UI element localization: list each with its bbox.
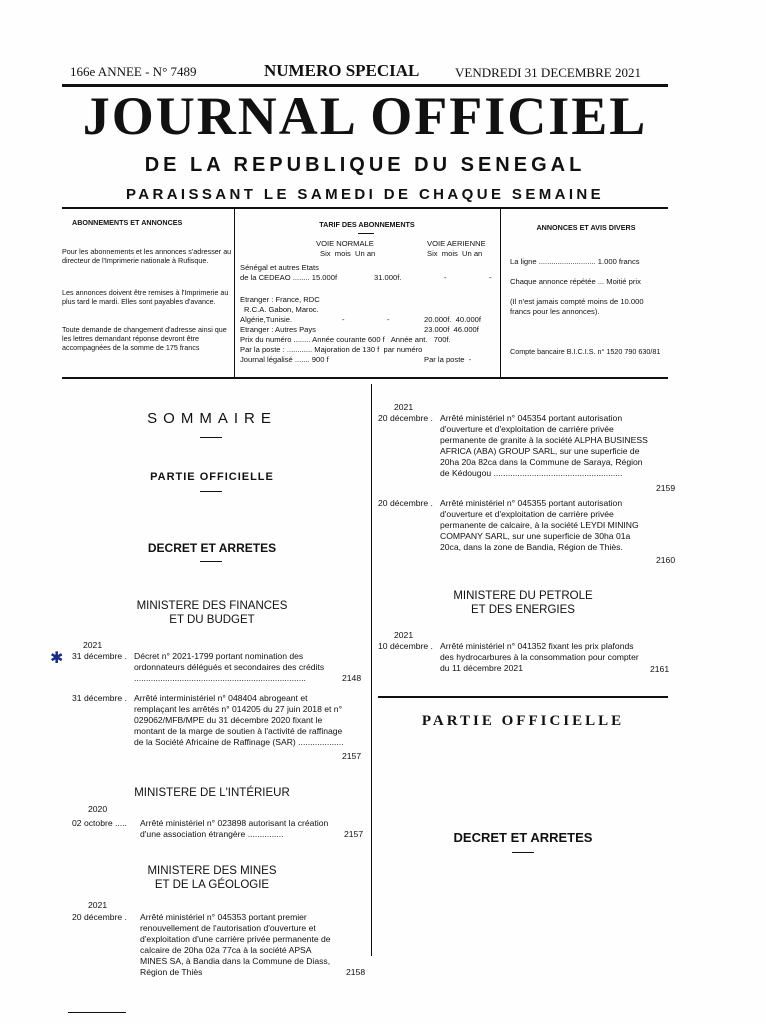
entry-arrete-045354 [378, 413, 678, 495]
decret-title-dash [512, 852, 534, 853]
entry-date: 02 octobre ..... [72, 818, 127, 828]
entry-decret-2021-1799 [72, 651, 367, 687]
tariff-algerie-air: 20.000f. 40.000f [424, 315, 482, 324]
footer-rule [68, 1012, 126, 1013]
decret-title: DECRET ET ARRETES [453, 830, 593, 845]
tariff-row-legalise: Journal légalisé ....... 900 f [240, 355, 329, 364]
entry-date: 31 décembre . [72, 651, 127, 661]
notices-heading: ANNONCES ET AVIS DIVERS [536, 223, 636, 232]
entry-page: 2148 [342, 673, 362, 683]
issue-date: VENDREDI 31 DECEMBRE 2021 [455, 65, 641, 80]
tariff-row-autres: Etranger : Autres Pays [240, 325, 316, 334]
ministry-interior: MINISTERE DE L'INTÉRIEUR [134, 787, 290, 799]
entry-text: Décret n° 2021-1799 portant nomination des ordonnateurs délégués et secondaires des crédits ........................................................................ [134, 651, 325, 683]
decret-heading: DECRET ET ARRETES [147, 541, 277, 555]
ministry-finances-line2: ET DU BUDGET [169, 614, 255, 626]
boxes-rule-bottom [62, 377, 668, 379]
sommaire-heading: SOMMAIRE [147, 410, 277, 427]
entry-page: 2157 [342, 751, 362, 761]
tariff-row-post: Par la poste : ............ Majoration de 130 f par numéro [240, 345, 423, 354]
entry-arrete-045353 [72, 912, 370, 982]
announcements-heading: ABONNEMENTS ET ANNONCES [72, 218, 183, 227]
entry-text: Arrêté ministériel n° 045354 portant autorisation d'ouverture et d'exploitation de carrière privée permanente de granite à la société ALPHA BUSINESS AFRICA (ABA) GROUP SARL, sur une superficie de 20ha 20a 82ca dans la Commune de Saraya, Région de Kédougou ...................................................... [440, 413, 648, 478]
partie-officielle-title: PARTIE OFFICIELLE [421, 713, 625, 729]
notices-repeat-price: Chaque annonce répétée ... Moitié prix [510, 277, 641, 286]
box-divider-left [234, 209, 235, 377]
entry-arrete-041352 [378, 641, 678, 677]
announcements-p3: Toute demande de changement d'adresse ainsi que les lettres demandant réponse devront être accompagnées de la somme de 175 francs [62, 325, 227, 352]
decret-dash [200, 561, 222, 562]
tariff-subcols-air: Six mois Un an [427, 249, 483, 258]
entry-page: 2160 [656, 555, 676, 565]
tariff-row-france: Etranger : France, RDC [240, 295, 320, 304]
column-divider [371, 384, 372, 956]
ministry-finances-line1: MINISTERE DES FINANCES [136, 600, 288, 612]
tariff-heading-dash [358, 233, 374, 234]
partie-dash [200, 491, 222, 492]
asterisk-mark: ✱ [50, 650, 64, 667]
bank-account: Compte bancaire B.I.C.I.S. n° 1520 790 630/81 [510, 347, 661, 356]
entry-page: 2159 [656, 483, 676, 493]
entry-date: 10 décembre . [378, 641, 433, 651]
ministry-petrole [378, 589, 668, 617]
partie-rule [378, 696, 668, 698]
entry3-year: 2020 [88, 804, 108, 814]
entry-date: 20 décembre . [378, 413, 433, 423]
tariff-col-normal: VOIE NORMALE [316, 239, 374, 248]
tariff-row-price: Prix du numéro ........ Année courante 600 f Année ant. 700f. [240, 335, 451, 344]
box-divider-right [500, 209, 501, 377]
ministry-mines [62, 864, 362, 892]
entry5-year: 2021 [394, 402, 414, 412]
announcements-p1: Pour les abonnements et les annonces s'adresser au directeur de l'Imprimerie nationale à Rufisque. [62, 247, 232, 265]
tariff-cedeao-air-year: - [489, 273, 492, 282]
tariff-heading: TARIF DES ABONNEMENTS [319, 220, 415, 229]
entry-page: 2157 [344, 829, 364, 839]
entry-text: Arrêté ministériel n° 023898 autorisant la création d'une association étrangère ............... [140, 818, 329, 839]
issue-number: 166e ANNEE - N° 7489 [70, 64, 197, 79]
entry1-year: 2021 [83, 640, 103, 650]
notices-line-price: La ligne ........................... 1.000 francs [510, 257, 640, 266]
tariff-autres-air: 23.000f 46.000f [424, 325, 479, 334]
ministry-petrole-line2: ET DES ENERGIES [471, 604, 575, 616]
tariff-row-rca: R.C.A. Gabon, Maroc. [244, 305, 319, 314]
tariff-cedeao-year: 31.000f. [374, 273, 402, 282]
republic-subtitle: DE LA REPUBLIQUE DU SENEGAL [144, 154, 586, 176]
entry-page: 2161 [650, 664, 670, 674]
entry-text: Arrêté interministériel n° 048404 abrogeant et remplaçant les arrêtés n° 014205 du 27 juin 2018 et n° 029062/MFB/MPE du 31 décembre 2020 fixant le montant de la marge de soutien à l'activité de raffinage de la Société Africaine de Raffinage (SAR) ................... [134, 693, 344, 747]
tariff-cedeao-air-six: - [444, 273, 447, 282]
entry-text: Arrêté ministériel n° 045353 portant premier renouvellement de l'autorisation d'ouverture et d'exploitation d'une carrière privée permanente de calcaire de 20ha 02a 77ca à la société APSA MINES SA, à Bandia dans la Commune de Diass, Région de Thiès [140, 912, 331, 977]
entry-date: 31 décembre . [72, 693, 127, 703]
partie-officielle-heading: PARTIE OFFICIELLE [150, 471, 274, 483]
special-issue-label: NUMERO SPECIAL [264, 61, 420, 80]
tariff-row-senegal: Sénégal et autres Etats [240, 263, 319, 272]
entry7-year: 2021 [394, 630, 414, 640]
ministry-finances [62, 599, 362, 627]
tariff-algerie-six: - [342, 315, 345, 324]
announcements-p2: Les annonces doivent être remises à l'Imprimerie au plus tard le mardi. Elles sont payables d'avance. [62, 288, 229, 306]
entry-date: 20 décembre . [72, 912, 127, 922]
notices-minimum: (Il n'est jamais compté moins de 10.000 francs pour les annonces). [510, 297, 644, 316]
entry-text: Arrêté ministériel n° 045355 portant autorisation d'ouverture et d'exploitation de carrière privée permanente de calcaire, à la société LEYDI MINING COMPANY SARL, sur une superficie de 30ha 01a 20ca, dans la zone de Bandia, Région de Thiès. [440, 498, 639, 552]
entry-arrete-045355 [378, 498, 678, 568]
journal-title: JOURNAL OFFICIEL [82, 86, 648, 146]
entry-text: Arrêté ministériel n° 041352 fixant les prix plafonds des hydrocarbures à la consommation pour compter du 11 décembre 2021 [440, 641, 639, 673]
tariff-row-algerie: Algérie,Tunisie. [240, 315, 293, 324]
entry-date: 20 décembre . [378, 498, 433, 508]
entry-arrete-048404 [72, 693, 367, 765]
tariff-algerie-year: - [387, 315, 390, 324]
tariff-col-air: VOIE AERIENNE [427, 239, 486, 248]
entry-arrete-023898 [72, 818, 367, 844]
ministry-mines-line2: ET DE LA GÉOLOGIE [154, 879, 270, 891]
sommaire-dash [200, 437, 222, 438]
entry-page: 2158 [346, 967, 366, 977]
subscription-boxes [62, 209, 668, 380]
entry4-year: 2021 [88, 900, 108, 910]
tariff-legalise-post: Par la poste - [424, 355, 472, 364]
tariff-subcols-normal: Six mois Un an [320, 249, 376, 258]
tariff-row-cedeao: de la CEDEAO ........ 15.000f [240, 273, 338, 282]
ministry-petrole-line1: MINISTERE DU PETROLE [453, 590, 593, 602]
ministry-mines-line1: MINISTERE DES MINES [147, 865, 277, 877]
publication-frequency: PARAISSANT LE SAMEDI DE CHAQUE SEMAINE [125, 186, 605, 203]
